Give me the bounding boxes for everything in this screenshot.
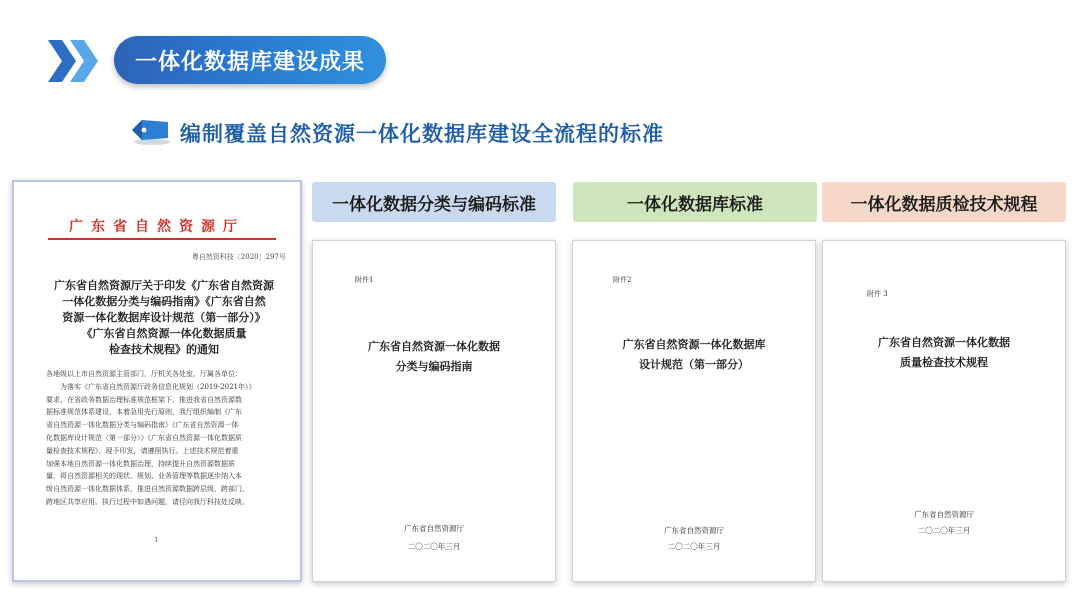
standard-document-quality-check (822, 240, 1066, 582)
issue-date: 二〇二〇年三月 (917, 526, 971, 535)
notice-title-line: 《广东省自然资源一体化数据质量 (81, 327, 247, 340)
header-quality-check-standard: 一体化数据质检技术规程 (822, 182, 1066, 222)
body-line: 省自然资源一体化数据分类与编码指南》《广东省自然资源一体 (46, 421, 239, 430)
section-title: 一体化数据库建设成果 (114, 36, 386, 84)
standard-title-line: 分类与编码指南 (395, 360, 473, 373)
notice-title (50, 278, 278, 358)
standard-title (573, 335, 815, 375)
standard-title-line: 质量检查技术规程 (900, 356, 988, 369)
page-number: 1 (154, 536, 159, 544)
notice-title-line: 检查技术规程》的通知 (109, 343, 219, 356)
issuer: 广东省自然资源厅 (914, 510, 974, 519)
standard-title-line: 广东省自然资源一体化数据 (878, 336, 1010, 349)
body-line: 化数据库设计规范（第一部分）》《广东省自然资源一体化数据质 (46, 433, 242, 442)
body-line: 加强本地自然资源一体化数据治理，持续提升自然资源数据质 (46, 459, 235, 468)
body-line: 据标准规范体系建设，本着急用先行原则，我厅组织编制《广东 (46, 408, 242, 417)
standard-document-database (572, 240, 816, 582)
annex-label: 附件2 (613, 276, 632, 284)
body-line: 量，将自然资源相关的现状、规划、业务管理等数据逐步纳入本 (46, 472, 242, 481)
issuer: 广东省自然资源厅 (664, 526, 724, 535)
document-number: 粤自然资科技〔2020〕297号 (191, 253, 286, 261)
double-chevron-right-icon (46, 38, 102, 84)
issue-date: 二〇二〇年三月 (667, 542, 721, 551)
standard-document-classification (312, 240, 556, 582)
section-subtitle: 编制覆盖自然资源一体化数据库建设全流程的标准 (180, 122, 664, 146)
salutation: 各地级以上市自然资源主管部门，厅机关各处室、厅属各单位： (46, 370, 242, 378)
tag-icon (128, 116, 172, 148)
annex-label: 附件 3 (867, 290, 888, 298)
issuing-organization: 广东省自然资源厅 (69, 219, 245, 235)
body-line: 为落实《广东省自然资源厅政务信息化规划（2019-2021年）》 (60, 382, 256, 391)
notice-title-line: 一体化数据分类与编码指南》《广东省自然 (62, 295, 266, 308)
red-header-line (48, 238, 276, 240)
issuer: 广东省自然资源厅 (404, 524, 464, 533)
annex-label: 附件1 (355, 276, 374, 284)
issue-date: 二〇二〇年三月 (407, 542, 461, 551)
standard-title (823, 333, 1065, 373)
body-line: 要求，在省政务数据治理标准规范框架下，推进我省自然资源数 (46, 395, 242, 404)
body-line: 级自然资源一体化数据体系，推进自然资源数据跨层级、跨部门、 (46, 485, 249, 494)
body-line: 跨地区共享应用。执行过程中如遇问题，请径向我厅科技处反映。 (46, 497, 249, 506)
notice-title-line: 广东省自然资源厅关于印发《广东省自然资源 (54, 279, 274, 292)
header-database-standard: 一体化数据库标准 (573, 182, 817, 222)
notice-body (46, 368, 284, 509)
notice-title-line: 资源一体化数据库设计规范（第一部分）》 (62, 311, 266, 324)
standard-title-line: 广东省自然资源一体化数据库 (622, 338, 766, 351)
standard-title (313, 337, 555, 377)
standard-title-line: 设计规范（第一部分） (639, 358, 749, 371)
header-classification-standard: 一体化数据分类与编码标准 (312, 182, 556, 222)
body-line: 量检查技术规程》，现予印发，请遵照执行。上述技术规范着重 (46, 446, 239, 455)
official-notice-document (12, 180, 302, 582)
standard-title-line: 广东省自然资源一体化数据 (368, 340, 500, 353)
